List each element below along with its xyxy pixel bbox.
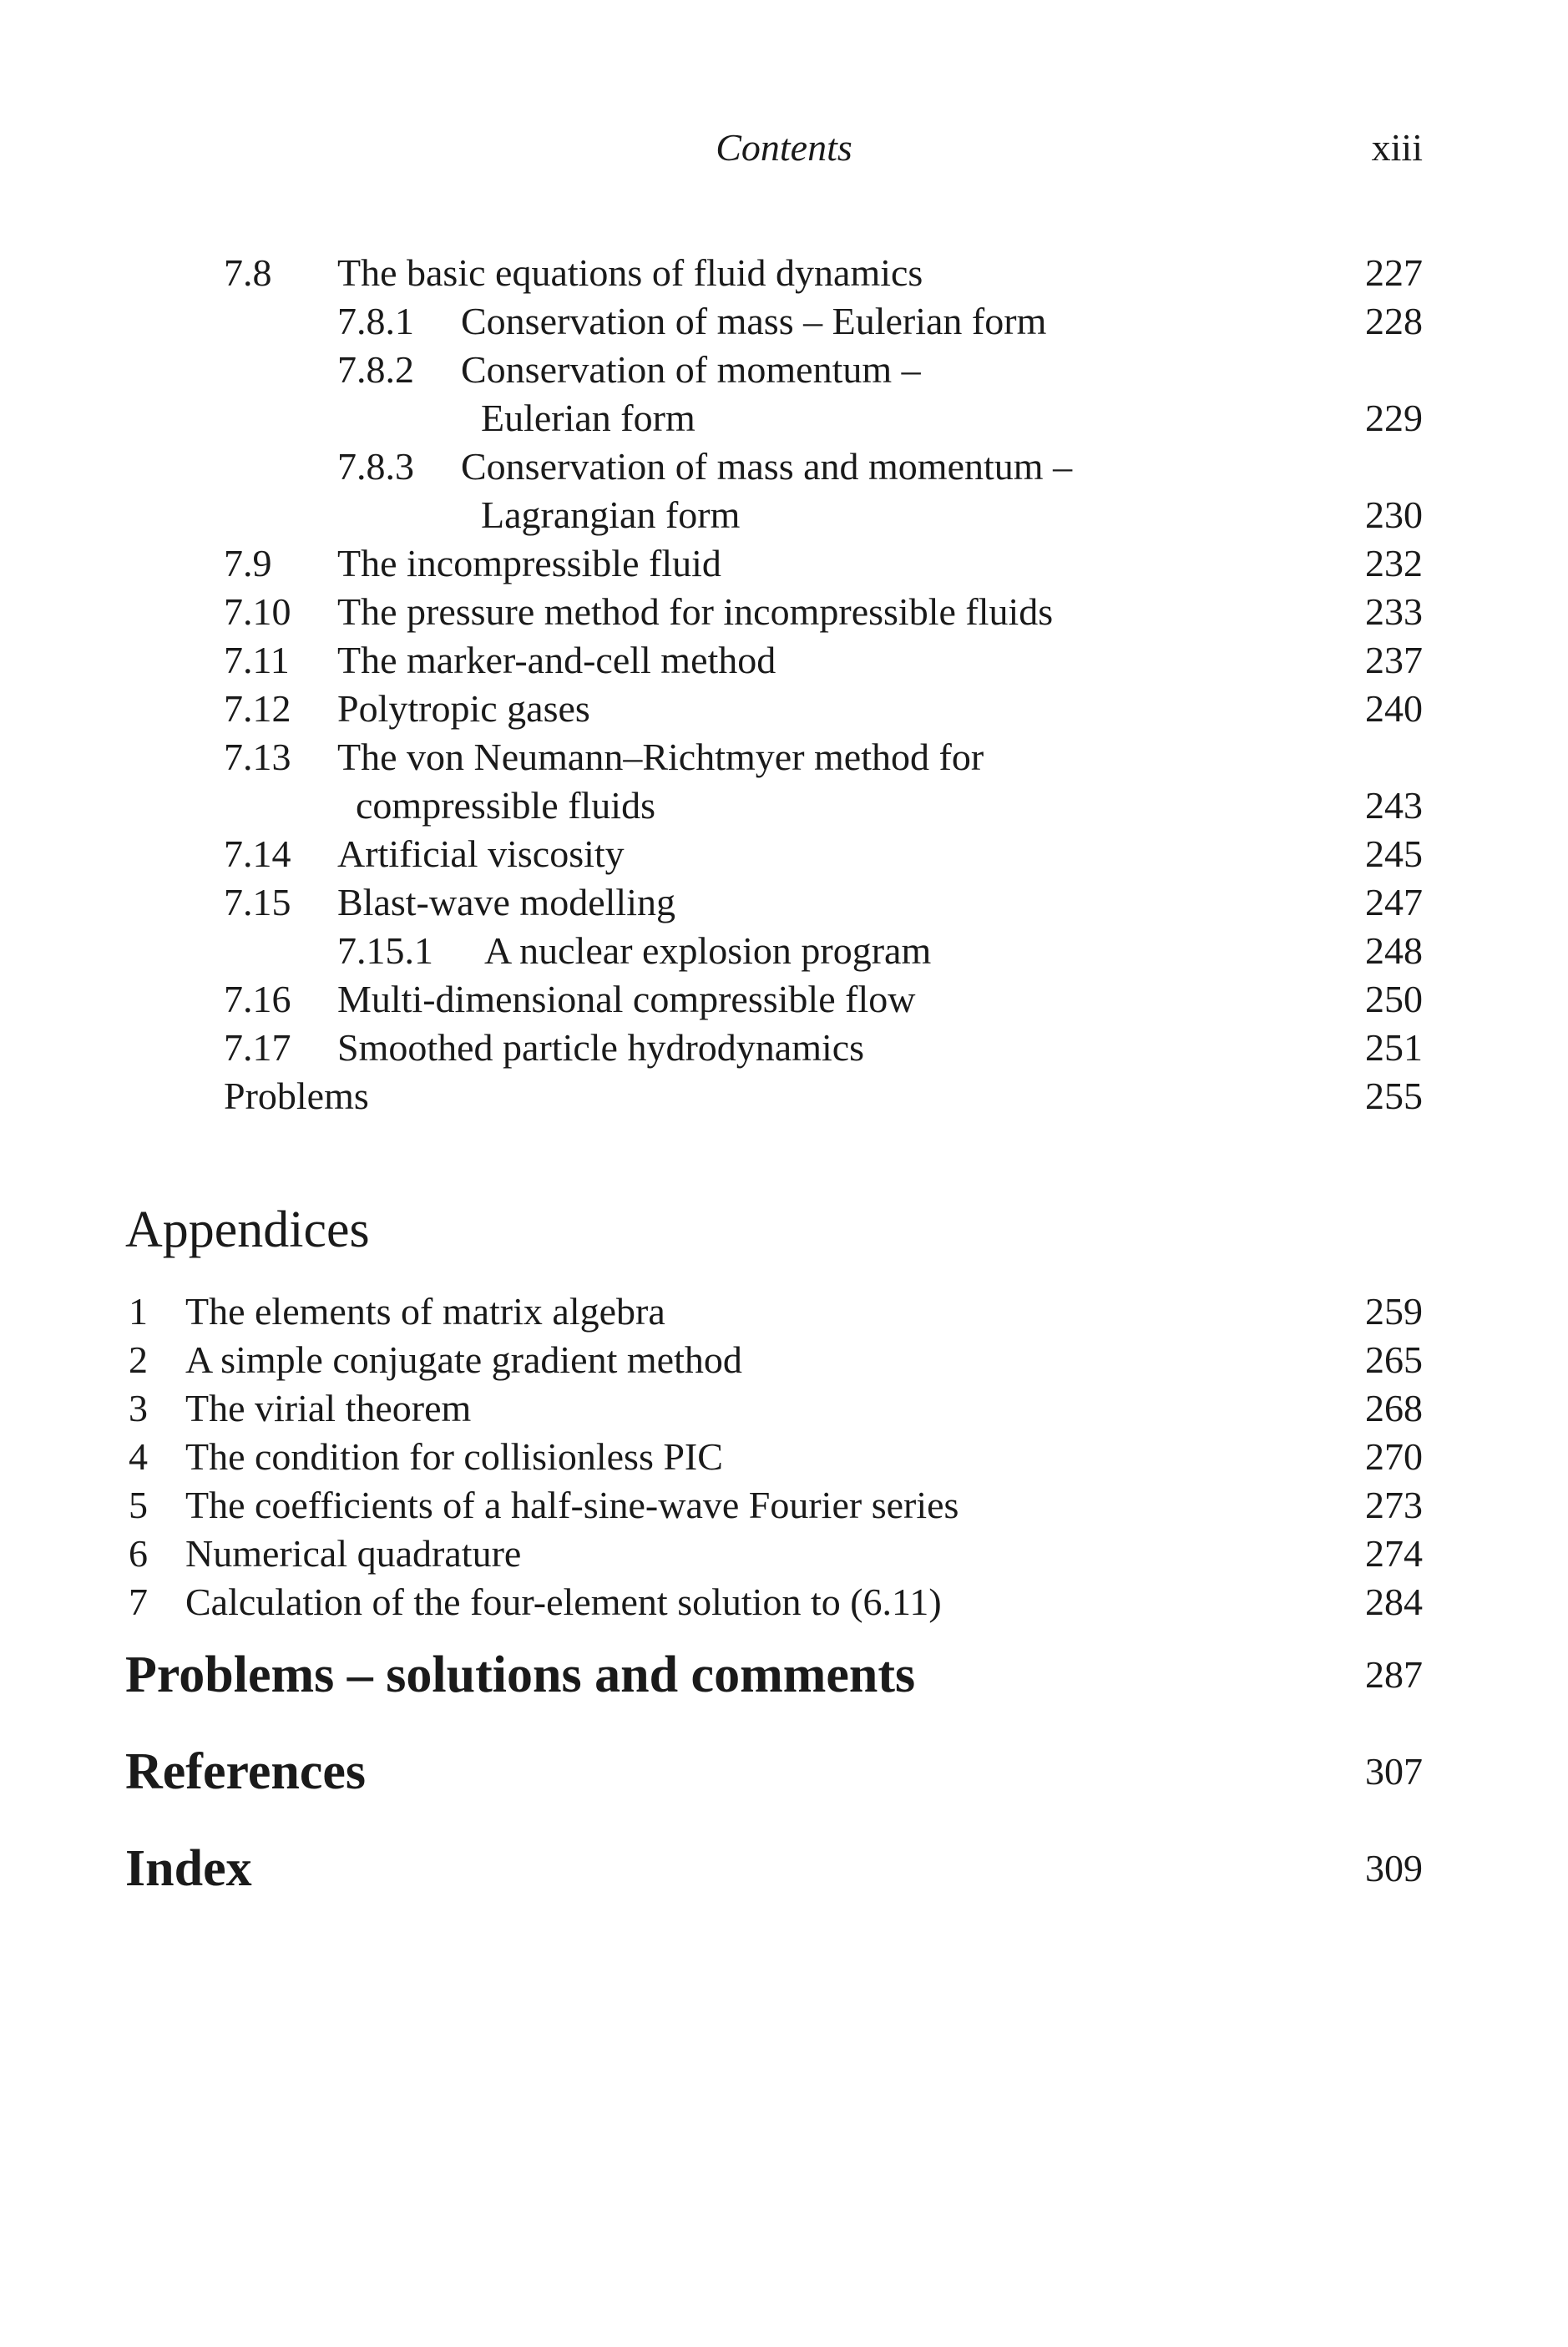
appendix-entry-1[interactable] [0, 1287, 1568, 1336]
page-number: 309 [1365, 1847, 1423, 1889]
toc-entry-chapter-problems[interactable] [0, 1072, 1568, 1120]
toc-entry-7-13-continuation[interactable] [0, 781, 1568, 830]
section-number: 7.12 [224, 687, 291, 730]
section-title: Problems [224, 1075, 369, 1117]
appendix-number: 2 [129, 1338, 148, 1381]
toc-entry-7-8-3-continuation[interactable] [0, 491, 1568, 539]
toc-entry-7-17[interactable] [0, 1024, 1568, 1072]
toc-entry-7-14[interactable] [0, 830, 1568, 878]
section-title: The incompressible fluid [337, 542, 721, 584]
page-number: 228 [1365, 300, 1423, 342]
section-title: Smoothed particle hydrodynamics [337, 1026, 865, 1069]
back-matter-title: Problems – solutions and comments [125, 1646, 916, 1703]
appendix-number: 4 [129, 1435, 148, 1478]
toc-entry-7-9[interactable] [0, 539, 1568, 588]
page-number: 250 [1365, 978, 1423, 1020]
table-of-contents [0, 249, 1568, 1917]
page-number: 245 [1365, 832, 1423, 875]
section-title: The von Neumann–Richtmyer method for [337, 736, 984, 778]
page-number: 227 [1365, 251, 1423, 294]
section-number: 7.17 [224, 1026, 291, 1069]
appendix-title: A simple conjugate gradient method [185, 1338, 742, 1381]
section-number: 7.13 [224, 736, 291, 778]
toc-entry-7-16[interactable] [0, 975, 1568, 1024]
appendix-entry-5[interactable] [0, 1481, 1568, 1530]
page-number: 268 [1365, 1387, 1423, 1429]
section-number: 7.9 [224, 542, 272, 584]
appendix-title: Numerical quadrature [185, 1532, 522, 1575]
back-matter-title: References [125, 1743, 367, 1800]
page-number: 230 [1365, 493, 1423, 536]
toc-entry-7-13[interactable] [0, 733, 1568, 781]
appendix-entry-2[interactable] [0, 1336, 1568, 1384]
appendix-entry-6[interactable] [0, 1530, 1568, 1578]
page-number: 251 [1365, 1026, 1423, 1069]
toc-entry-references[interactable] [0, 1723, 1568, 1820]
section-number: 7.11 [224, 639, 290, 681]
page-number: 255 [1365, 1075, 1423, 1117]
toc-entry-7-10[interactable] [0, 588, 1568, 636]
section-number: 7.8.3 [337, 445, 414, 488]
appendix-title: The elements of matrix algebra [185, 1290, 665, 1333]
section-title: Conservation of momentum – [461, 348, 921, 391]
appendix-entry-7[interactable] [0, 1578, 1568, 1626]
page-number: 284 [1365, 1581, 1423, 1623]
appendix-title: The virial theorem [185, 1387, 472, 1429]
toc-entry-7-12[interactable] [0, 685, 1568, 733]
section-title: Blast-wave modelling [337, 881, 675, 923]
section-number: 7.16 [224, 978, 291, 1020]
section-number: 7.8.1 [337, 300, 414, 342]
appendix-entry-3[interactable] [0, 1384, 1568, 1433]
appendix-number: 3 [129, 1387, 148, 1429]
running-head-title: Contents [716, 126, 852, 169]
appendix-number: 1 [129, 1290, 148, 1333]
toc-entry-7-15[interactable] [0, 878, 1568, 927]
appendix-title: The condition for collisionless PIC [185, 1435, 723, 1478]
page-number: 233 [1365, 590, 1423, 633]
section-title: The basic equations of fluid dynamics [337, 251, 923, 294]
toc-entry-7-15-1[interactable] [0, 927, 1568, 975]
page-header [0, 125, 1568, 175]
page-number: 270 [1365, 1435, 1423, 1478]
page-number: 247 [1365, 881, 1423, 923]
toc-entry-7-8-2[interactable] [0, 346, 1568, 394]
page-number: 237 [1365, 639, 1423, 681]
page-number: 232 [1365, 542, 1423, 584]
section-title: A nuclear explosion program [484, 929, 932, 972]
appendix-entry-4[interactable] [0, 1433, 1568, 1481]
page-number: 287 [1365, 1653, 1423, 1696]
page-number: 265 [1365, 1338, 1423, 1381]
page-number: 274 [1365, 1532, 1423, 1575]
section-title: Conservation of mass – Eulerian form [461, 300, 1047, 342]
page-number: 243 [1365, 784, 1423, 827]
appendix-number: 6 [129, 1532, 148, 1575]
section-title: Conservation of mass and momentum – [461, 445, 1073, 488]
section-title-continuation: Eulerian form [481, 397, 695, 439]
section-title: The pressure method for incompressible fluids [337, 590, 1054, 633]
section-title: Polytropic gases [337, 687, 590, 730]
section-number: 7.10 [224, 590, 291, 633]
section-number: 7.8 [224, 251, 272, 294]
appendix-title: The coefficients of a half-sine-wave Fourier series [185, 1484, 959, 1526]
page-number: 273 [1365, 1484, 1423, 1526]
page-number: 248 [1365, 929, 1423, 972]
section-number: 7.8.2 [337, 348, 414, 391]
back-matter-title: Index [125, 1840, 252, 1897]
toc-entry-7-11[interactable] [0, 636, 1568, 685]
section-title: Artificial viscosity [337, 832, 625, 875]
toc-entry-7-8-3[interactable] [0, 443, 1568, 491]
appendix-number: 7 [129, 1581, 148, 1623]
page-number: 240 [1365, 687, 1423, 730]
section-title: Multi-dimensional compressible flow [337, 978, 916, 1020]
running-head-page-number: xiii [1371, 126, 1423, 169]
section-title-continuation: Lagrangian form [481, 493, 741, 536]
page-number: 307 [1365, 1750, 1423, 1793]
toc-entry-7-8-2-continuation[interactable] [0, 394, 1568, 443]
appendix-title: Calculation of the four-element solution to (6.11) [185, 1581, 942, 1623]
section-title-continuation: compressible fluids [356, 784, 655, 827]
section-number: 7.15 [224, 881, 291, 923]
toc-entry-problems-solutions[interactable] [0, 1626, 1568, 1723]
toc-entry-index[interactable] [0, 1820, 1568, 1917]
toc-entry-7-8-1[interactable] [0, 297, 1568, 346]
page-number: 229 [1365, 397, 1423, 439]
section-number: 7.15.1 [337, 929, 433, 972]
section-number: 7.14 [224, 832, 291, 875]
appendices-heading: Appendices [125, 1201, 370, 1258]
appendix-number: 5 [129, 1484, 148, 1526]
section-title: The marker-and-cell method [337, 639, 776, 681]
toc-entry-7-8[interactable] [0, 249, 1568, 297]
page-number: 259 [1365, 1290, 1423, 1333]
